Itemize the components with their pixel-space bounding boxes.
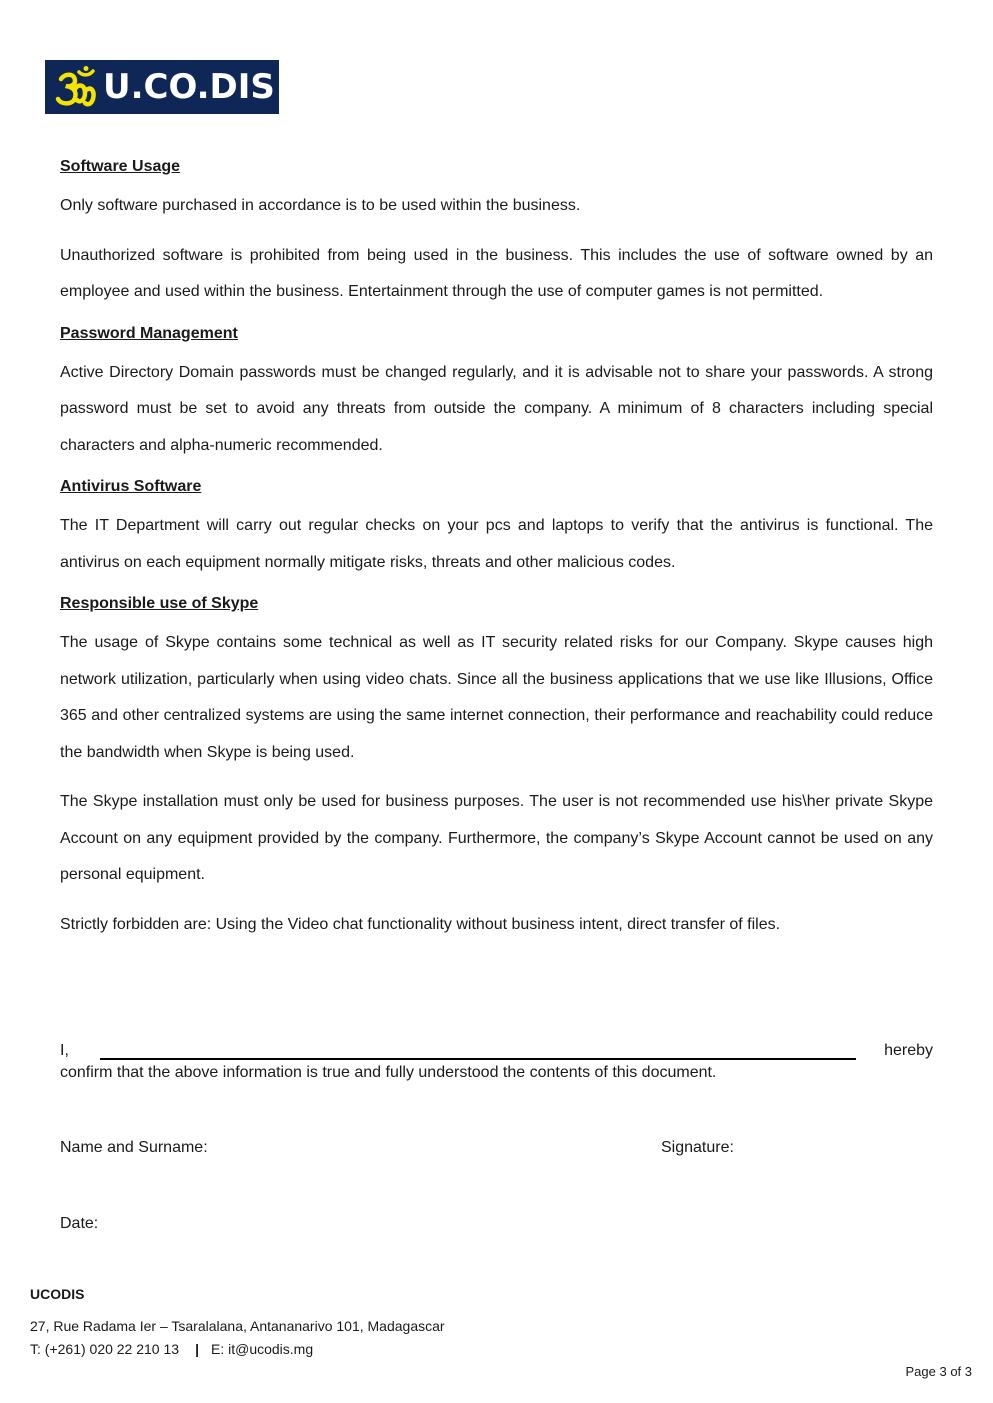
- confirmation-suffix: hereby: [884, 1042, 933, 1059]
- signature-label: Signature:: [661, 1139, 734, 1156]
- company-logo: [45, 60, 279, 114]
- footer-email[interactable]: E: it@ucodis.mg: [210, 1341, 314, 1357]
- section-skype: [60, 589, 933, 943]
- om-symbol-icon: [53, 65, 97, 109]
- confirmation-text: confirm that the above information is true and fully understood the contents of this document.: [60, 1064, 717, 1081]
- section-password-management: [60, 319, 933, 465]
- name-surname-label: Name and Surname:: [60, 1139, 208, 1156]
- paragraph: The Skype installation must only be used for business purposes. The user is not recommended use his\her private Skype Account on any equipment provided by the company. Furthermore, the company’s Skype Account cannot be used on any personal equipment.: [60, 793, 933, 883]
- paragraph: Only software purchased in accordance is to be used within the business.: [60, 197, 581, 214]
- date-label: Date:: [60, 1215, 99, 1232]
- name-blank-line[interactable]: [100, 1057, 856, 1060]
- paragraph: Active Directory Domain passwords must be changed regularly, and it is advisable not to share your passwords. A strong password must be set to avoid any threats from outside the company. A minimum of 8 characters including special characters and alpha-numeric recommended.: [60, 363, 933, 454]
- logo-brand-text: U.CO.DIS: [103, 67, 275, 107]
- footer-address: 27, Rue Radama Ier – Tsaralalana, Antananarivo 101, Madagascar: [30, 1318, 445, 1334]
- paragraph: The IT Department will carry out regular checks on your pcs and laptops to verify that the antivirus is functional. The antivirus on each equipment normally mitigate risks, threats and other malicious codes.: [60, 517, 933, 571]
- footer-contact: [30, 1341, 313, 1357]
- footer-company: UCODIS: [30, 1286, 85, 1302]
- section-heading: Password Management: [60, 324, 238, 342]
- paragraph: Strictly forbidden are: Using the Video chat functionality without business intent, direct transfer of files.: [60, 915, 781, 933]
- section-antivirus-software: [60, 472, 933, 581]
- section-heading: Software Usage: [60, 158, 181, 175]
- paragraph: The usage of Skype contains some technical as well as IT security related risks for our Company. Skype causes high network utilization, particularly when using video chats. Since all the business applications that we use like Illusions, Office 365 and other centralized systems are using the same internet connection, their performance and reachability could reduce the bandwidth when Skype is being used.: [60, 634, 933, 761]
- paragraph: Unauthorized software is prohibited from being used in the business. This includes the use of software owned by an employee and used within the business. Entertainment through the use of computer games is not permitted.: [60, 246, 933, 300]
- section-software-usage: [60, 152, 933, 311]
- footer-phone: T: (+261) 020 22 210 13: [30, 1341, 180, 1357]
- page-number: Page 3 of 3: [905, 1364, 972, 1379]
- section-heading: Responsible use of Skype: [60, 595, 259, 612]
- document-body: [60, 152, 933, 951]
- confirmation-block: [60, 1038, 933, 1082]
- footer-separator: |: [195, 1341, 199, 1357]
- confirmation-prefix: I,: [60, 1042, 69, 1059]
- section-heading: Antivirus Software: [60, 478, 202, 495]
